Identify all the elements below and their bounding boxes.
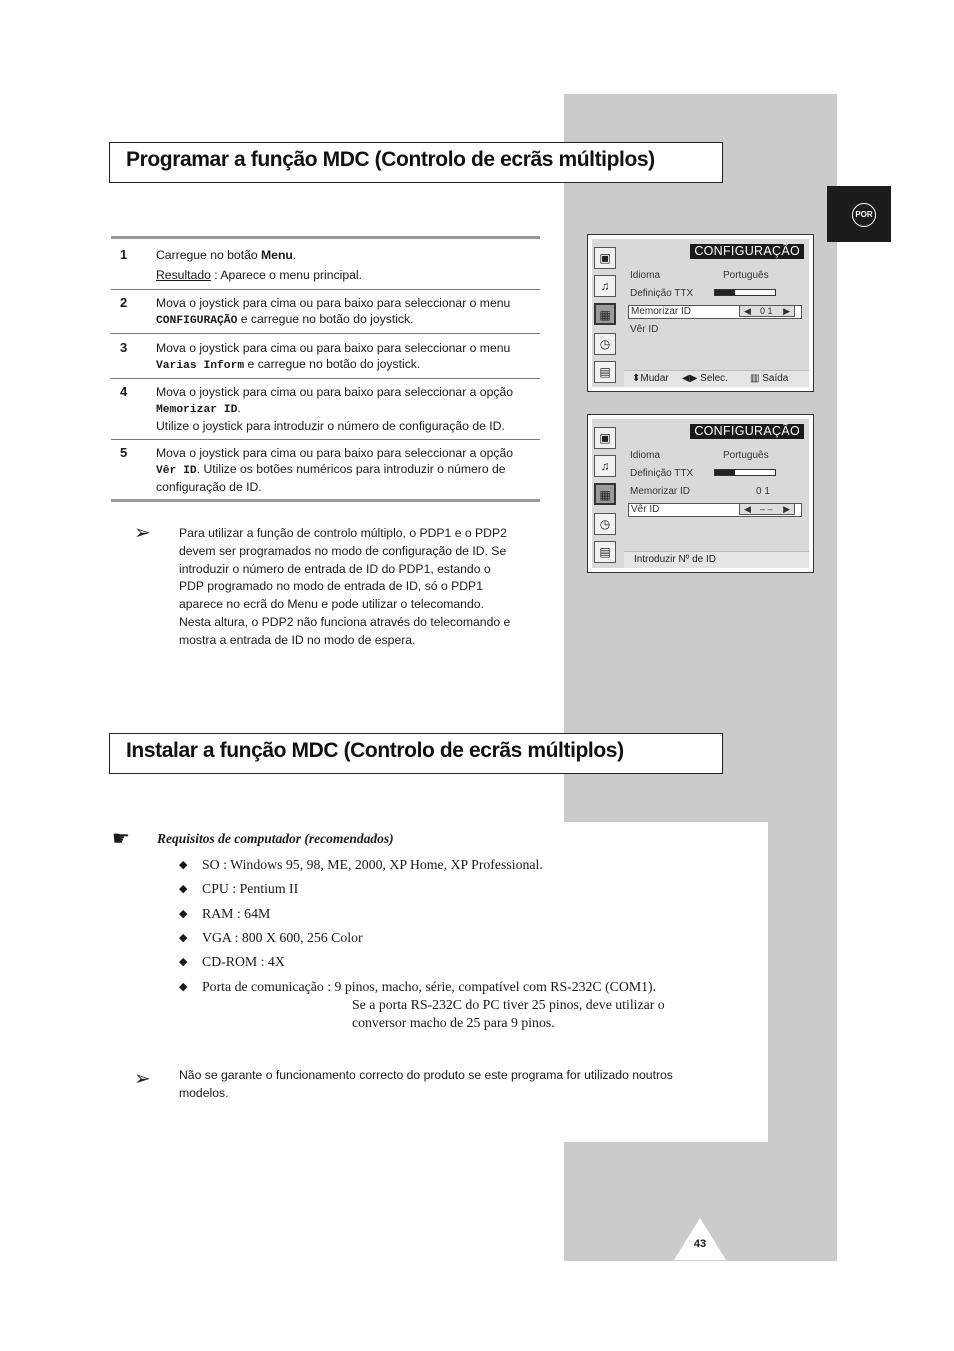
- section1-title: Programar a função MDC (Controlo de ecrãs múltiplos): [126, 148, 655, 171]
- step-text: Mova o joystick para cima ou para baixo para seleccionar a opção Memorizar ID. Utilize o joystick para introduzir o número de configuração de ID.: [156, 385, 514, 433]
- step-row: [111, 334, 540, 379]
- note-arrow-icon: ➢: [134, 1068, 151, 1090]
- step-text: Carregue no botão Menu. Resultado : Aparece o menu principal.: [156, 248, 362, 282]
- requirements-title: Requisitos de computador (recomendados): [157, 831, 394, 846]
- step-row: [111, 290, 540, 334]
- step-number: 3: [120, 340, 128, 355]
- setup-menu-icon: ▦: [594, 303, 616, 325]
- note-arrow-icon: ➢: [134, 522, 151, 544]
- osd-footer: Introduzir Nº de ID: [624, 551, 809, 568]
- osd-row-ttx: Definição TTX: [630, 287, 800, 300]
- menu-code: Vêr ID: [156, 465, 197, 477]
- section2-title: Instalar a função MDC (Controlo de ecrãs múltiplos): [126, 739, 624, 762]
- requirement-item: ◆ CPU : Pentium II: [179, 881, 299, 896]
- ttx-level-bar: [714, 289, 776, 296]
- osd-footer: ⬍Mudar ◀▶ Selec. ▥ Saída: [624, 370, 809, 387]
- step-text: Mova o joystick para cima ou para baixo para seleccionar a opção Vêr ID. Utilize os botões numéricos para introduzir o número de configuração de ID.: [156, 446, 514, 494]
- sound-menu-icon: ♫: [594, 455, 616, 477]
- step-text: Mova o joystick para cima ou para baixo para seleccionar o menu Varias Inform e carregue no botão do joystick.: [156, 341, 511, 372]
- id-spinner: ◀ – – ▶: [739, 503, 795, 515]
- osd-row-ttx: Definição TTX: [630, 467, 800, 480]
- timer-menu-icon: ◷: [594, 513, 616, 535]
- osd-row-memorize-id: Memorizar ID ◀ 0 1 ▶: [628, 305, 802, 319]
- section2-title-box: [109, 733, 723, 774]
- diamond-bullet-icon: ◆: [179, 859, 188, 871]
- osd-row-memorize-id: Memorizar ID 0 1: [630, 486, 770, 497]
- pip-menu-icon: ▤: [594, 361, 616, 383]
- step-row: [111, 440, 540, 502]
- step-row: [111, 379, 540, 440]
- requirement-item: ◆ SO : Windows 95, 98, ME, 2000, XP Home, XP Professional.: [179, 857, 543, 872]
- sound-menu-icon: ♫: [594, 275, 616, 297]
- setup-menu-icon: ▦: [594, 483, 616, 505]
- result-label: Resultado: [156, 268, 211, 282]
- pointing-hand-icon: ☛: [112, 828, 130, 850]
- osd-screenshot-memorize: [587, 234, 814, 392]
- step-text: Mova o joystick para cima ou para baixo para seleccionar o menu CONFIGURAÇÃO e carregue no botão do joystick.: [156, 296, 511, 327]
- diamond-bullet-icon: ◆: [179, 908, 188, 920]
- step-number: 2: [120, 295, 128, 310]
- section1-title-box: [109, 142, 723, 183]
- osd-row-view-id: Vêr ID: [630, 324, 659, 335]
- section2-note: Não se garante o funcionamento correcto do produto se este programa for utilizado noutros modelos.: [179, 1068, 673, 1100]
- osd-header: CONFIGURAÇÃO: [690, 244, 804, 259]
- menu-code: Memorizar ID: [156, 404, 238, 416]
- osd-screenshot-view-id: [587, 414, 814, 573]
- pip-menu-icon: ▤: [594, 541, 616, 563]
- osd-row-view-id: Vêr ID ◀ – – ▶: [628, 503, 802, 517]
- requirement-item: ◆ Porta de comunicação : 9 pinos, macho, série, compatível com RS-232C (COM1).: [179, 979, 657, 994]
- diamond-bullet-icon: ◆: [179, 956, 188, 968]
- step-row: [111, 239, 540, 290]
- ttx-level-bar: [714, 469, 776, 476]
- requirement-item: ◆ CD-ROM : 4X: [179, 954, 285, 969]
- diamond-bullet-icon: ◆: [179, 883, 188, 895]
- step-number: 5: [120, 445, 128, 460]
- language-badge: POR: [852, 203, 876, 227]
- step-number: 4: [120, 384, 128, 399]
- diamond-bullet-icon: ◆: [179, 981, 188, 993]
- requirement-item: ◆ VGA : 800 X 600, 256 Color: [179, 930, 363, 945]
- id-spinner: ◀ 0 1 ▶: [739, 305, 795, 317]
- menu-code: CONFIGURAÇÃO: [156, 315, 238, 327]
- requirement-item-continuation: Se a porta RS-232C do PC tiver 25 pinos, deve utilizar o conversor macho de 25 para 9 pinos.: [352, 997, 665, 1030]
- timer-menu-icon: ◷: [594, 333, 616, 355]
- osd-row-language: Idioma Português: [630, 450, 769, 461]
- menu-code: Varias Inform: [156, 360, 245, 372]
- osd-header: CONFIGURAÇÃO: [690, 424, 804, 439]
- picture-menu-icon: ▣: [594, 247, 616, 269]
- diamond-bullet-icon: ◆: [179, 932, 188, 944]
- section1-note: Para utilizar a função de controlo múltiplo, o PDP1 e o PDP2 devem ser programados no modo de configuração de ID. Se introduzir o número de entrada de ID do PDP1, estando o PDP programado no modo de entrada de ID, só o PDP1 aparece no ecrã do Menu e pode utilizar o telecomando. Nesta altura, o PDP2 não funciona através do telecomando e mostra a entrada de ID no modo de espera.: [179, 526, 511, 647]
- requirement-item: ◆ RAM : 64M: [179, 906, 271, 921]
- osd-row-language: Idioma Português: [630, 270, 769, 281]
- picture-menu-icon: ▣: [594, 427, 616, 449]
- page-number: 43: [693, 1238, 707, 1250]
- step-number: 1: [120, 247, 128, 262]
